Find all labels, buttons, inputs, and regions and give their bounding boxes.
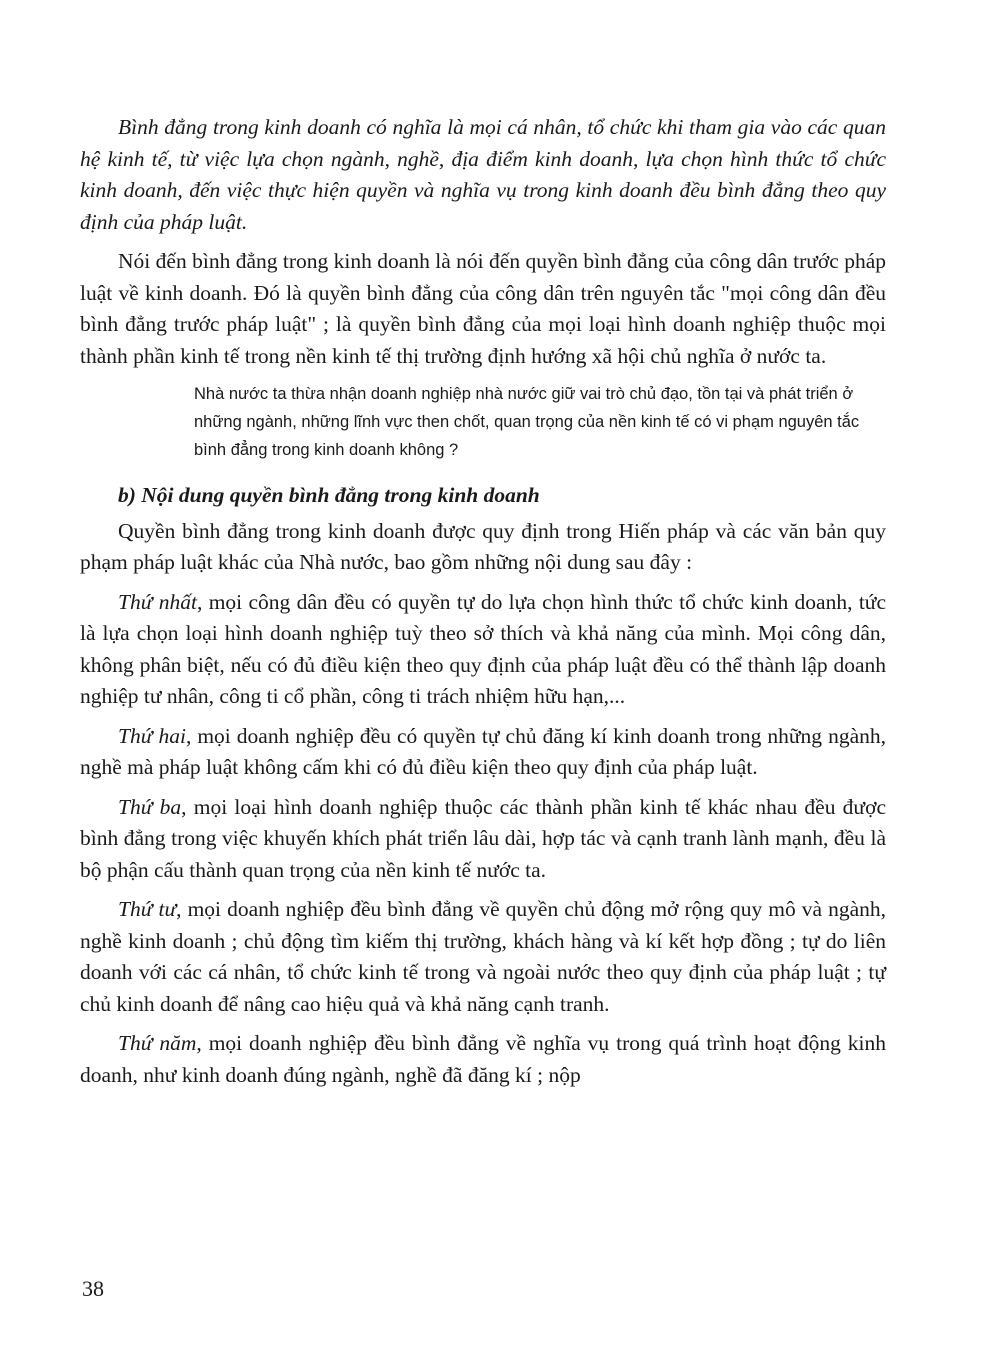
item-lead: Thứ hai	[118, 723, 186, 748]
item-text: , mọi công dân đều có quyền tự do lựa chọn hình thức tổ chức kinh doanh, tức là lựa chọn loại hình doanh nghiệp tuỳ theo sở thích và khả năng của mình. Mọi công dân, không phân biệt, nếu có đủ điều kiện theo quy định của pháp luật đều có thể thành lập doanh nghiệp tư nhân, công ti cổ phần, công ti trách nhiệm hữu hạn,...	[80, 589, 886, 708]
item-text: , mọi loại hình doanh nghiệp thuộc các thành phần kinh tế khác nhau đều được bình đẳng trong việc khuyến khích phát triển lâu dài, hợp tác và cạnh tranh lành mạnh, đều là bộ phận cấu thành quan trọng của nền kinh tế nước ta.	[80, 794, 886, 882]
section-heading: b) Nội dung quyền bình đẳng trong kinh doanh	[118, 483, 540, 507]
content-intro-paragraph: Quyền bình đẳng trong kinh doanh được quy định trong Hiến pháp và các văn bản quy phạm pháp luật khác của Nhà nước, bao gồm những nội dung sau đây :	[80, 518, 886, 574]
list-item-4	[80, 894, 886, 1020]
item-lead: Thứ nhất	[118, 589, 197, 614]
item-text: , mọi doanh nghiệp đều bình đẳng về nghĩa vụ trong quá trình hoạt động kinh doanh, như kinh doanh đúng ngành, nghề đã đăng kí ; nộp	[80, 1031, 886, 1087]
page-number: 38	[82, 1276, 104, 1301]
discussion-question: Nhà nước ta thừa nhận doanh nghiệp nhà nước giữ vai trò chủ đạo, tồn tại và phát triển ở những ngành, những lĩnh vực then chốt, quan trọng của nền kinh tế có vi phạm nguyên tắc bình đẳng trong kinh doanh không ?	[194, 385, 860, 459]
definition-paragraph: Bình đẳng trong kinh doanh có nghĩa là mọi cá nhân, tổ chức khi tham gia vào các quan hệ kinh tế, từ việc lựa chọn ngành, nghề, địa điểm kinh doanh, lựa chọn hình thức tổ chức kinh doanh, đến việc thực hiện quyền và nghĩa vụ trong kinh doanh đều bình đẳng theo quy định của pháp luật.	[80, 115, 886, 234]
list-item-1	[80, 587, 886, 713]
item-lead: Thứ tư	[118, 897, 177, 921]
list-item-5	[80, 1028, 886, 1091]
page-content	[80, 112, 886, 1099]
item-text: , mọi doanh nghiệp đều có quyền tự chủ đăng kí kinh doanh trong những ngành, nghề mà pháp luật không cấm khi có đủ điều kiện theo quy định của pháp luật.	[80, 723, 886, 779]
explanation-paragraph: Nói đến bình đẳng trong kinh doanh là nói đến quyền bình đẳng của công dân trước pháp luật về kinh doanh. Đó là quyền bình đẳng của công dân trên nguyên tắc "mọi công dân đều bình đẳng trước pháp luật" ; là quyền bình đẳng của mọi loại hình doanh nghiệp thuộc mọi thành phần kinh tế trong nền kinh tế thị trường định hướng xã hội chủ nghĩa ở nước ta.	[80, 249, 886, 368]
list-item-2	[80, 721, 886, 784]
item-lead: Thứ ba	[118, 794, 182, 819]
list-item-3	[80, 792, 886, 887]
item-lead: Thứ năm	[118, 1031, 197, 1055]
item-text: , mọi doanh nghiệp đều bình đẳng về quyền chủ động mở rộng quy mô và ngành, nghề kinh doanh ; chủ động tìm kiếm thị trường, khách hàng và kí kết hợp đồng ; tự do liên doanh với các cá nhân, tổ chức kinh tế trong và ngoài nước theo quy định của pháp luật ; tự chủ kinh doanh để nâng cao hiệu quả và khả năng cạnh tranh.	[80, 897, 886, 1016]
